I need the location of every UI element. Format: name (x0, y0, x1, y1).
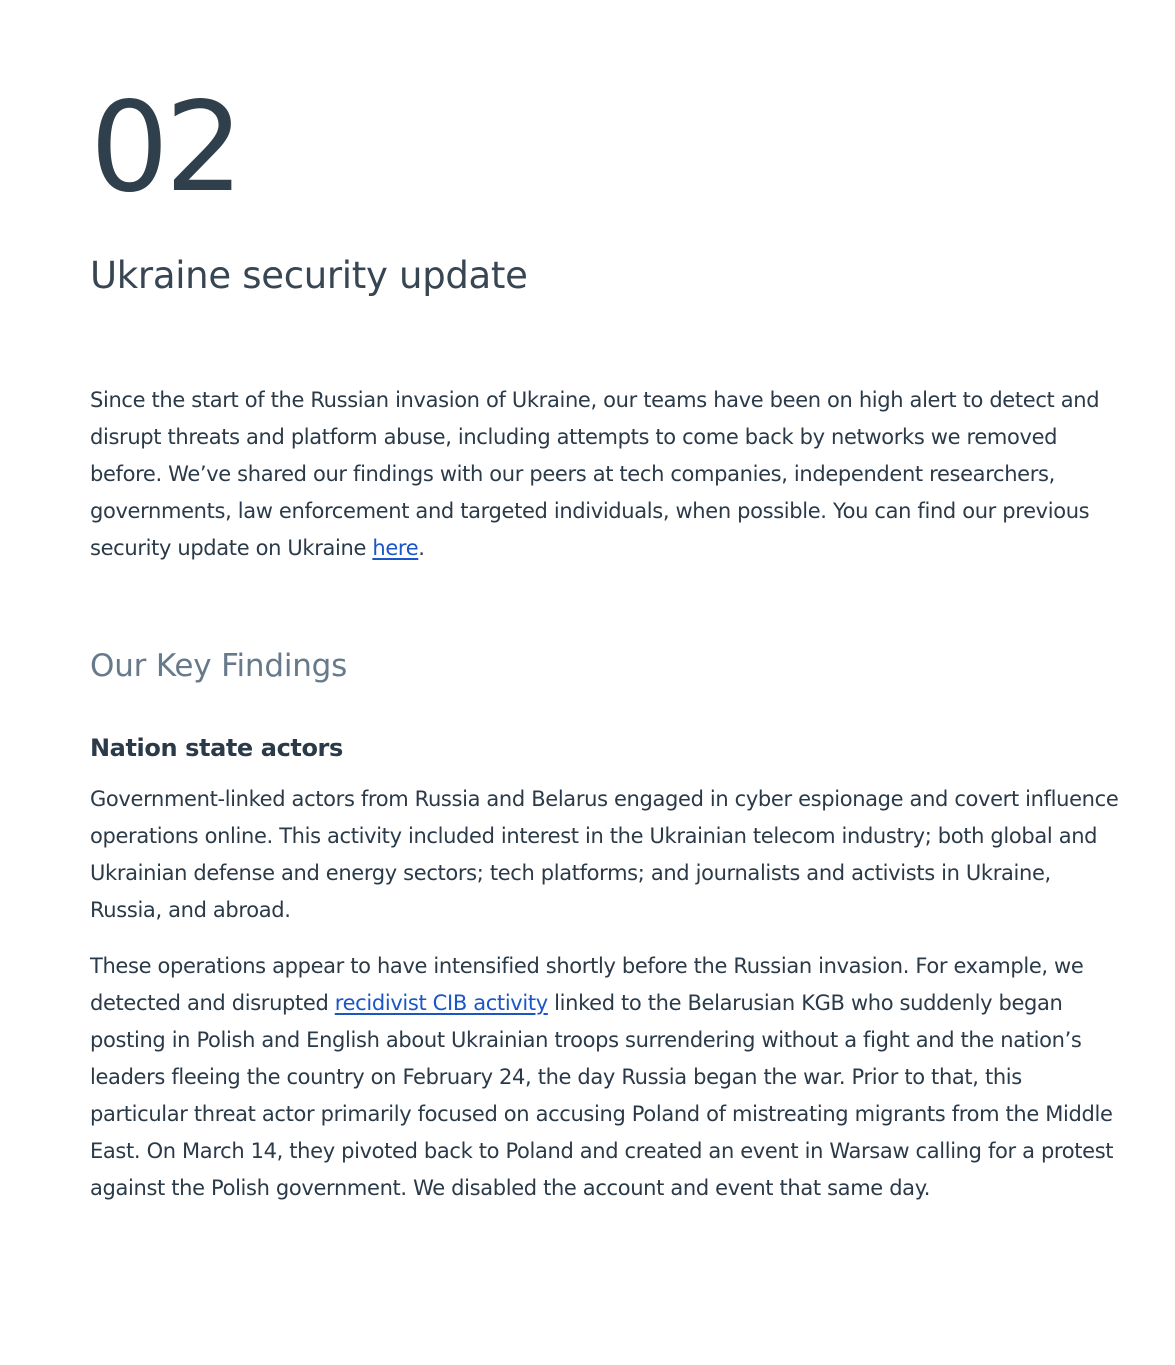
previous-update-link[interactable]: here (372, 536, 419, 560)
nation-state-paragraph-2 (90, 948, 1120, 1207)
intro-text-end: . (418, 536, 425, 560)
nation-state-actors-heading: Nation state actors (90, 734, 343, 762)
recidivist-cib-activity-link[interactable]: recidivist CIB activity (334, 991, 548, 1015)
paragraph-2-text: These operations appear to have intensified shortly before the Russian invasion. For example, we detected and disrupted (90, 954, 1084, 1015)
intro-text: Since the start of the Russian invasion of Ukraine, our teams have been on high alert to detect and disrupt threats and platform abuse, including attempts to come back by networks we removed before. We’ve shared our findings with our peers at tech companies, independent researchers, governments, law enforcement and targeted individuals, when possible. You can find our previous security update on Ukraine (90, 388, 1100, 560)
paragraph-2-text-end: linked to the Belarusian KGB who suddenly began posting in Polish and English about Ukrainian troops surrendering without a fight and the nation’s leaders fleeing the country on February 24, the day Russia began the war. Prior to that, this particular threat actor primarily focused on accusing Poland of mistreating migrants from the Middle East. On March 14, they pivoted back to Poland and created an event in Warsaw calling for a protest against the Polish government. We disabled the account and event that same day. (90, 991, 1114, 1200)
nation-state-paragraph-1: Government-linked actors from Russia and Belarus engaged in cyber espionage and covert influence operations online. This activity included interest in the Ukrainian telecom industry; both global and Ukrainian defense and energy sectors; tech platforms; and journalists and activists in Ukraine, Russia, and abroad. (90, 787, 1119, 922)
key-findings-heading: Our Key Findings (90, 648, 348, 684)
intro-paragraph (90, 382, 1120, 567)
section-title: Ukraine security update (90, 254, 528, 297)
section-number: 02 (90, 76, 240, 220)
